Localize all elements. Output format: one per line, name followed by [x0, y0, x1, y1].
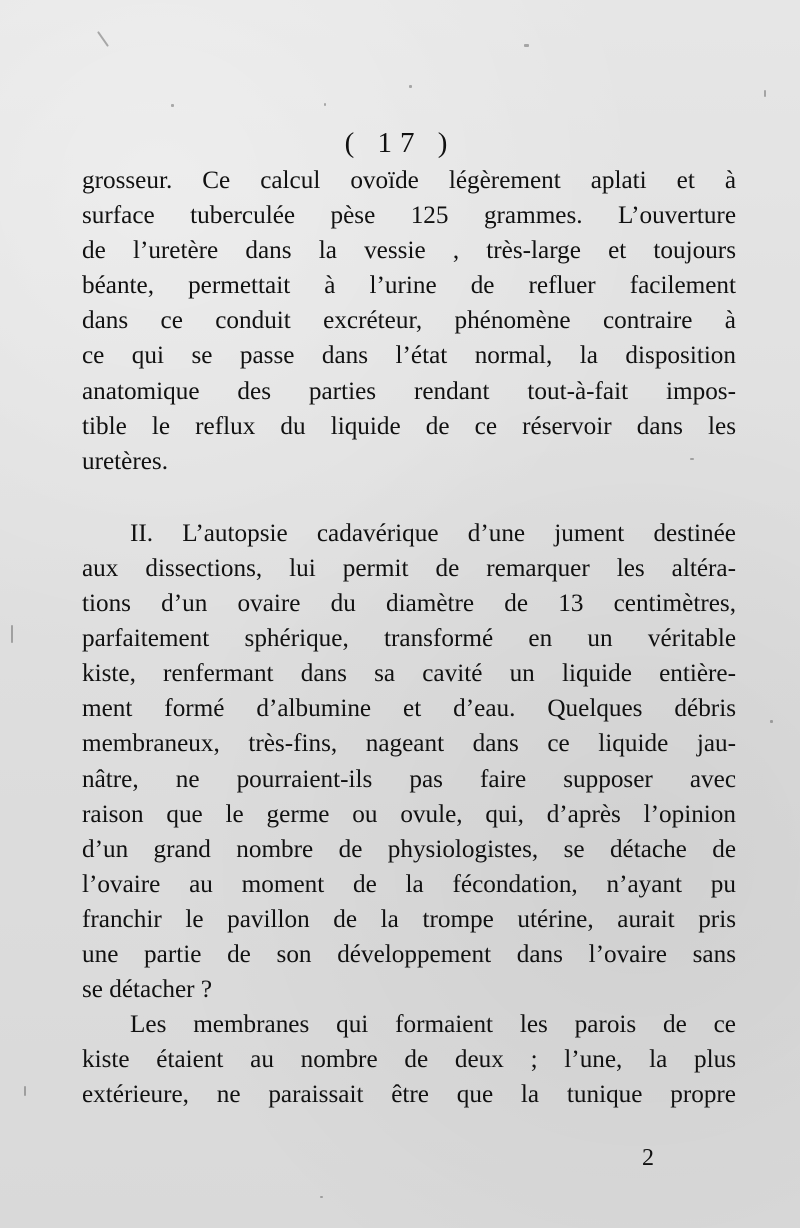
- paragraph-gap: [82, 479, 736, 516]
- paper-speck: [324, 103, 326, 106]
- text-line: de l’uretère dans la vessie , très-large et toujours: [82, 237, 736, 265]
- text-line: se détacher ?: [82, 976, 213, 1004]
- paper-speck: [24, 1086, 26, 1096]
- paper-speck: [764, 90, 766, 97]
- text-line: dans ce conduit excréteur, phénomène contraire à: [82, 307, 736, 335]
- paper-speck: [409, 85, 412, 88]
- text-line: raison que le germe ou ovule, qui, d’après l’opinion: [82, 800, 736, 828]
- text-line: tions d’un ovaire du diamètre de 13 centimètres,: [82, 590, 736, 618]
- text-line: nâtre, ne pourraient-ils pas faire supposer avec: [82, 765, 736, 793]
- text-line: ment formé d’albumine et d’eau. Quelques débris: [82, 695, 736, 723]
- page-number: ( 17 ): [344, 127, 456, 159]
- text-line: une partie de son développement dans l’ovaire sans: [82, 940, 736, 968]
- paper-speck: [524, 44, 529, 47]
- text-line: parfaitement sphérique, transformé en un véritable: [82, 625, 736, 653]
- text-line: d’un grand nombre de physiologistes, se détache de: [82, 835, 736, 863]
- text-line: franchir le pavillon de la trompe utérine, aurait pris: [82, 905, 736, 933]
- text-line: surface tuberculée pèse 125 grammes. L’ouverture: [82, 202, 736, 230]
- text-line: Les membranes qui formaient les parois de ce: [130, 1011, 736, 1039]
- text-line: kiste, renfermant dans sa cavité un liquide entière-: [82, 660, 736, 688]
- text-line: extérieure, ne paraissait être que la tunique propre: [82, 1081, 736, 1109]
- paragraph-1: [82, 163, 736, 479]
- paper-speck: [97, 31, 109, 47]
- text-line: uretères.: [82, 447, 169, 475]
- signature-mark: 2: [642, 1145, 654, 1171]
- text-line: tible le reflux du liquide de ce réservoir dans les: [82, 412, 736, 440]
- text-line: l’ovaire au moment de la fécondation, n’ayant pu: [82, 870, 736, 898]
- text-line: grosseur. Ce calcul ovoïde légèrement aplati et à: [82, 167, 736, 194]
- paragraph-3: [82, 1007, 736, 1112]
- text-line: ce qui se passe dans l’état normal, la disposition: [82, 342, 736, 370]
- body-text: [82, 163, 736, 1112]
- text-line: anatomique des parties rendant tout-à-fait impos-: [82, 377, 736, 405]
- paper-speck: [320, 1196, 323, 1198]
- paper-speck: [171, 104, 174, 107]
- text-line: béante, permettait à l’urine de refluer facilement: [82, 272, 736, 300]
- paper-speck: [11, 625, 13, 643]
- text-line: II. L’autopsie cadavérique d’une jument destinée: [130, 519, 736, 547]
- text-line: membraneux, très-fins, nageant dans ce liquide jau-: [82, 730, 736, 758]
- text-line: aux dissections, lui permit de remarquer les altéra-: [82, 554, 736, 582]
- text-line: kiste étaient au nombre de deux ; l’une, la plus: [82, 1046, 736, 1074]
- paper-speck: [770, 720, 773, 723]
- paragraph-2: [82, 516, 736, 1007]
